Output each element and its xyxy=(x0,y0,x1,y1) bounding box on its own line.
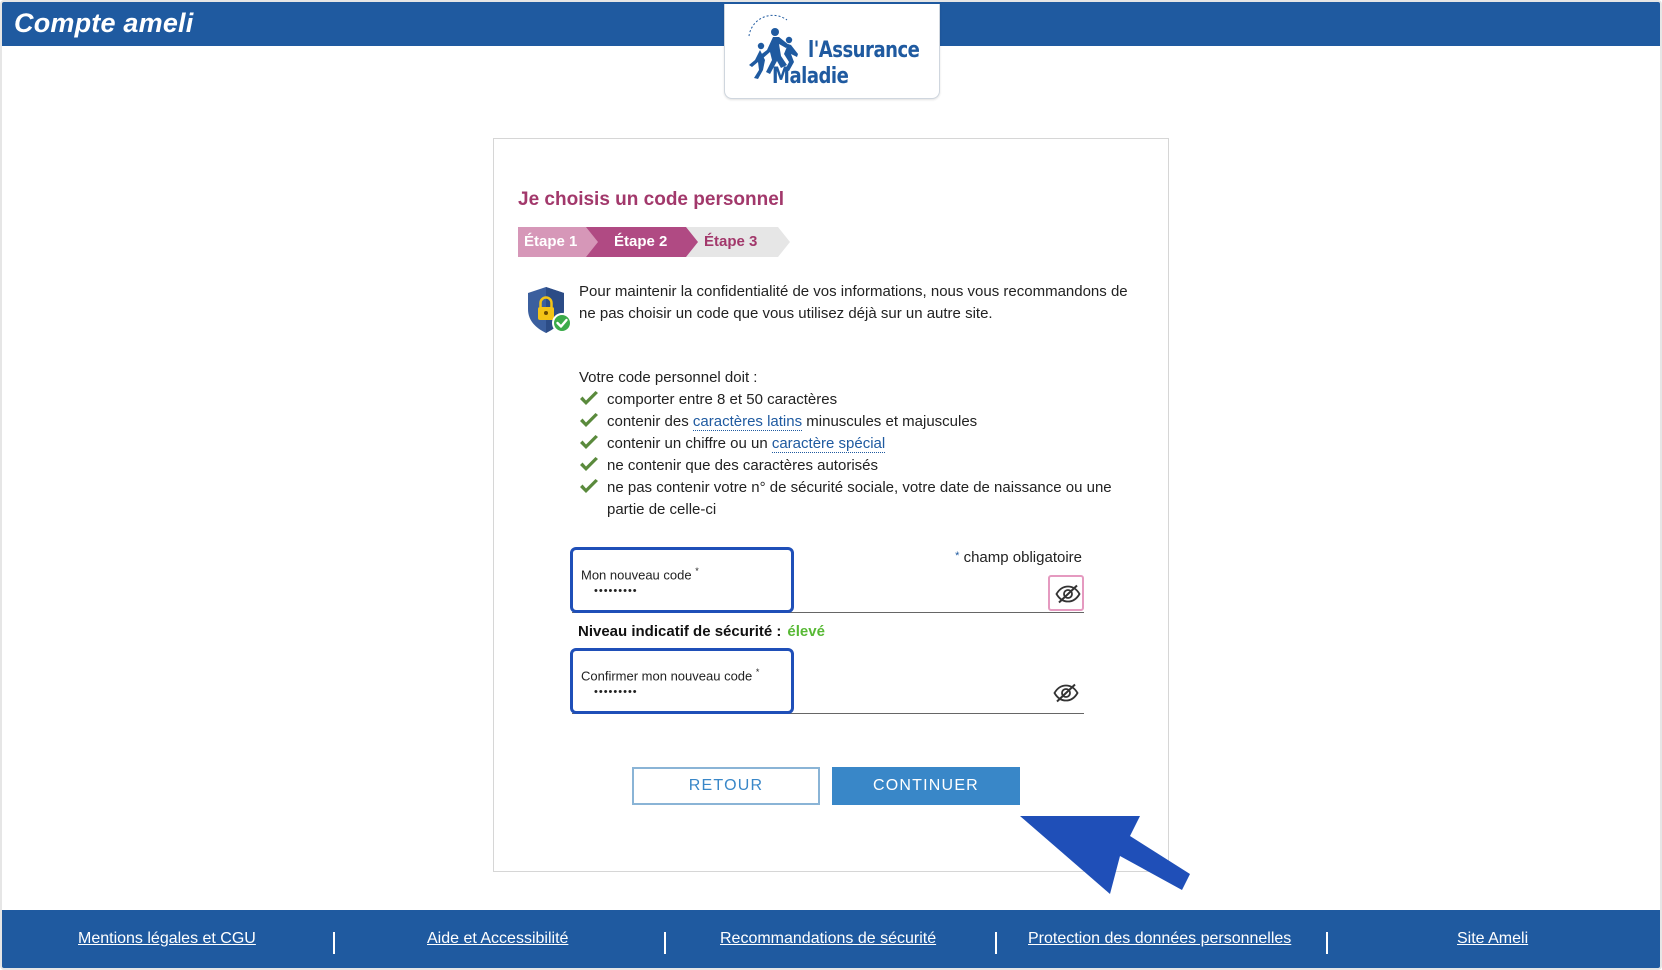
required-note-text: champ obligatoire xyxy=(963,549,1082,566)
rule-text: contenir des xyxy=(607,413,693,430)
rule-text: comporter entre 8 et 50 caractères xyxy=(607,391,838,408)
rule-text: contenir un chiffre ou un xyxy=(607,435,772,452)
privacy-advice-text: Pour maintenir la confidentialité de vos informations, nous vous recommandons de ne pas choisir un code que vous utilisez déjà sur un autre site. xyxy=(579,283,1128,322)
new-code-input[interactable]: ••••••••• xyxy=(594,585,638,597)
step-3-label: Étape 3 xyxy=(704,233,758,250)
form-card xyxy=(493,138,1169,872)
step-2-label: Étape 2 xyxy=(614,233,668,250)
annotation-arrow-icon xyxy=(1020,810,1198,896)
rule-item xyxy=(579,389,1139,411)
check-icon xyxy=(579,479,599,495)
rule-text: ne pas contenir votre n° de sécurité sociale, votre date de naissance ou une partie de celle-ci xyxy=(607,479,1112,518)
rules-list xyxy=(579,389,1139,521)
app-title: Compte ameli xyxy=(14,8,194,38)
footer-separator xyxy=(664,932,666,954)
check-icon xyxy=(579,435,599,451)
brand-name-line2: Maladie xyxy=(772,64,849,89)
rule-item xyxy=(579,433,1139,455)
footer-separator xyxy=(995,932,997,954)
check-icon xyxy=(579,457,599,473)
footer xyxy=(2,910,1662,970)
check-icon xyxy=(579,391,599,407)
shield-lock-icon xyxy=(526,285,572,335)
toggle-visibility-button[interactable] xyxy=(1048,676,1084,712)
new-code-field[interactable] xyxy=(572,547,1084,613)
toggle-visibility-button[interactable] xyxy=(1048,575,1084,611)
rule-text: ne contenir que des caractères autorisés xyxy=(607,457,878,474)
latin-characters-link[interactable]: caractères latins xyxy=(692,413,803,430)
new-code-label: Mon nouveau code * xyxy=(581,566,699,583)
brand-name-line1: l'Assurance xyxy=(808,38,920,63)
security-level-value: élevé xyxy=(787,623,825,640)
continue-button[interactable]: CONTINUER xyxy=(832,767,1020,805)
confirm-code-label: Confirmer mon nouveau code * xyxy=(581,667,760,684)
footer-link-security[interactable]: Recommandations de sécurité xyxy=(720,930,937,947)
rules-title: Votre code personnel doit : xyxy=(579,369,758,386)
footer-link-legal[interactable]: Mentions légales et CGU xyxy=(78,930,256,947)
footer-link-privacy[interactable]: Protection des données personnelles xyxy=(1028,930,1292,947)
back-button[interactable]: RETOUR xyxy=(632,767,820,805)
rule-item xyxy=(579,477,1139,521)
page-title: Je choisis un code personnel xyxy=(518,189,785,210)
stepper xyxy=(518,227,788,257)
rule-text: minuscules et majuscules xyxy=(802,413,978,430)
footer-link-help[interactable]: Aide et Accessibilité xyxy=(427,930,569,947)
assurance-maladie-logo[interactable] xyxy=(724,4,940,99)
confirm-code-field[interactable] xyxy=(572,648,1084,714)
footer-separator xyxy=(333,932,335,954)
footer-link-ameli[interactable]: Site Ameli xyxy=(1457,930,1529,947)
security-level-label: Niveau indicatif de sécurité : xyxy=(578,623,782,640)
rule-item xyxy=(579,455,1139,477)
step-2 xyxy=(586,227,698,257)
eye-slash-icon xyxy=(1055,584,1081,604)
eye-slash-icon xyxy=(1053,683,1079,703)
special-character-link[interactable]: caractère spécial xyxy=(771,435,886,452)
rule-item xyxy=(579,411,1139,433)
check-icon xyxy=(579,413,599,429)
step-1-label: Étape 1 xyxy=(524,233,578,250)
confirm-code-input[interactable]: ••••••••• xyxy=(594,686,638,698)
security-level xyxy=(578,623,825,640)
footer-separator xyxy=(1326,932,1328,954)
required-star: * xyxy=(955,550,960,562)
